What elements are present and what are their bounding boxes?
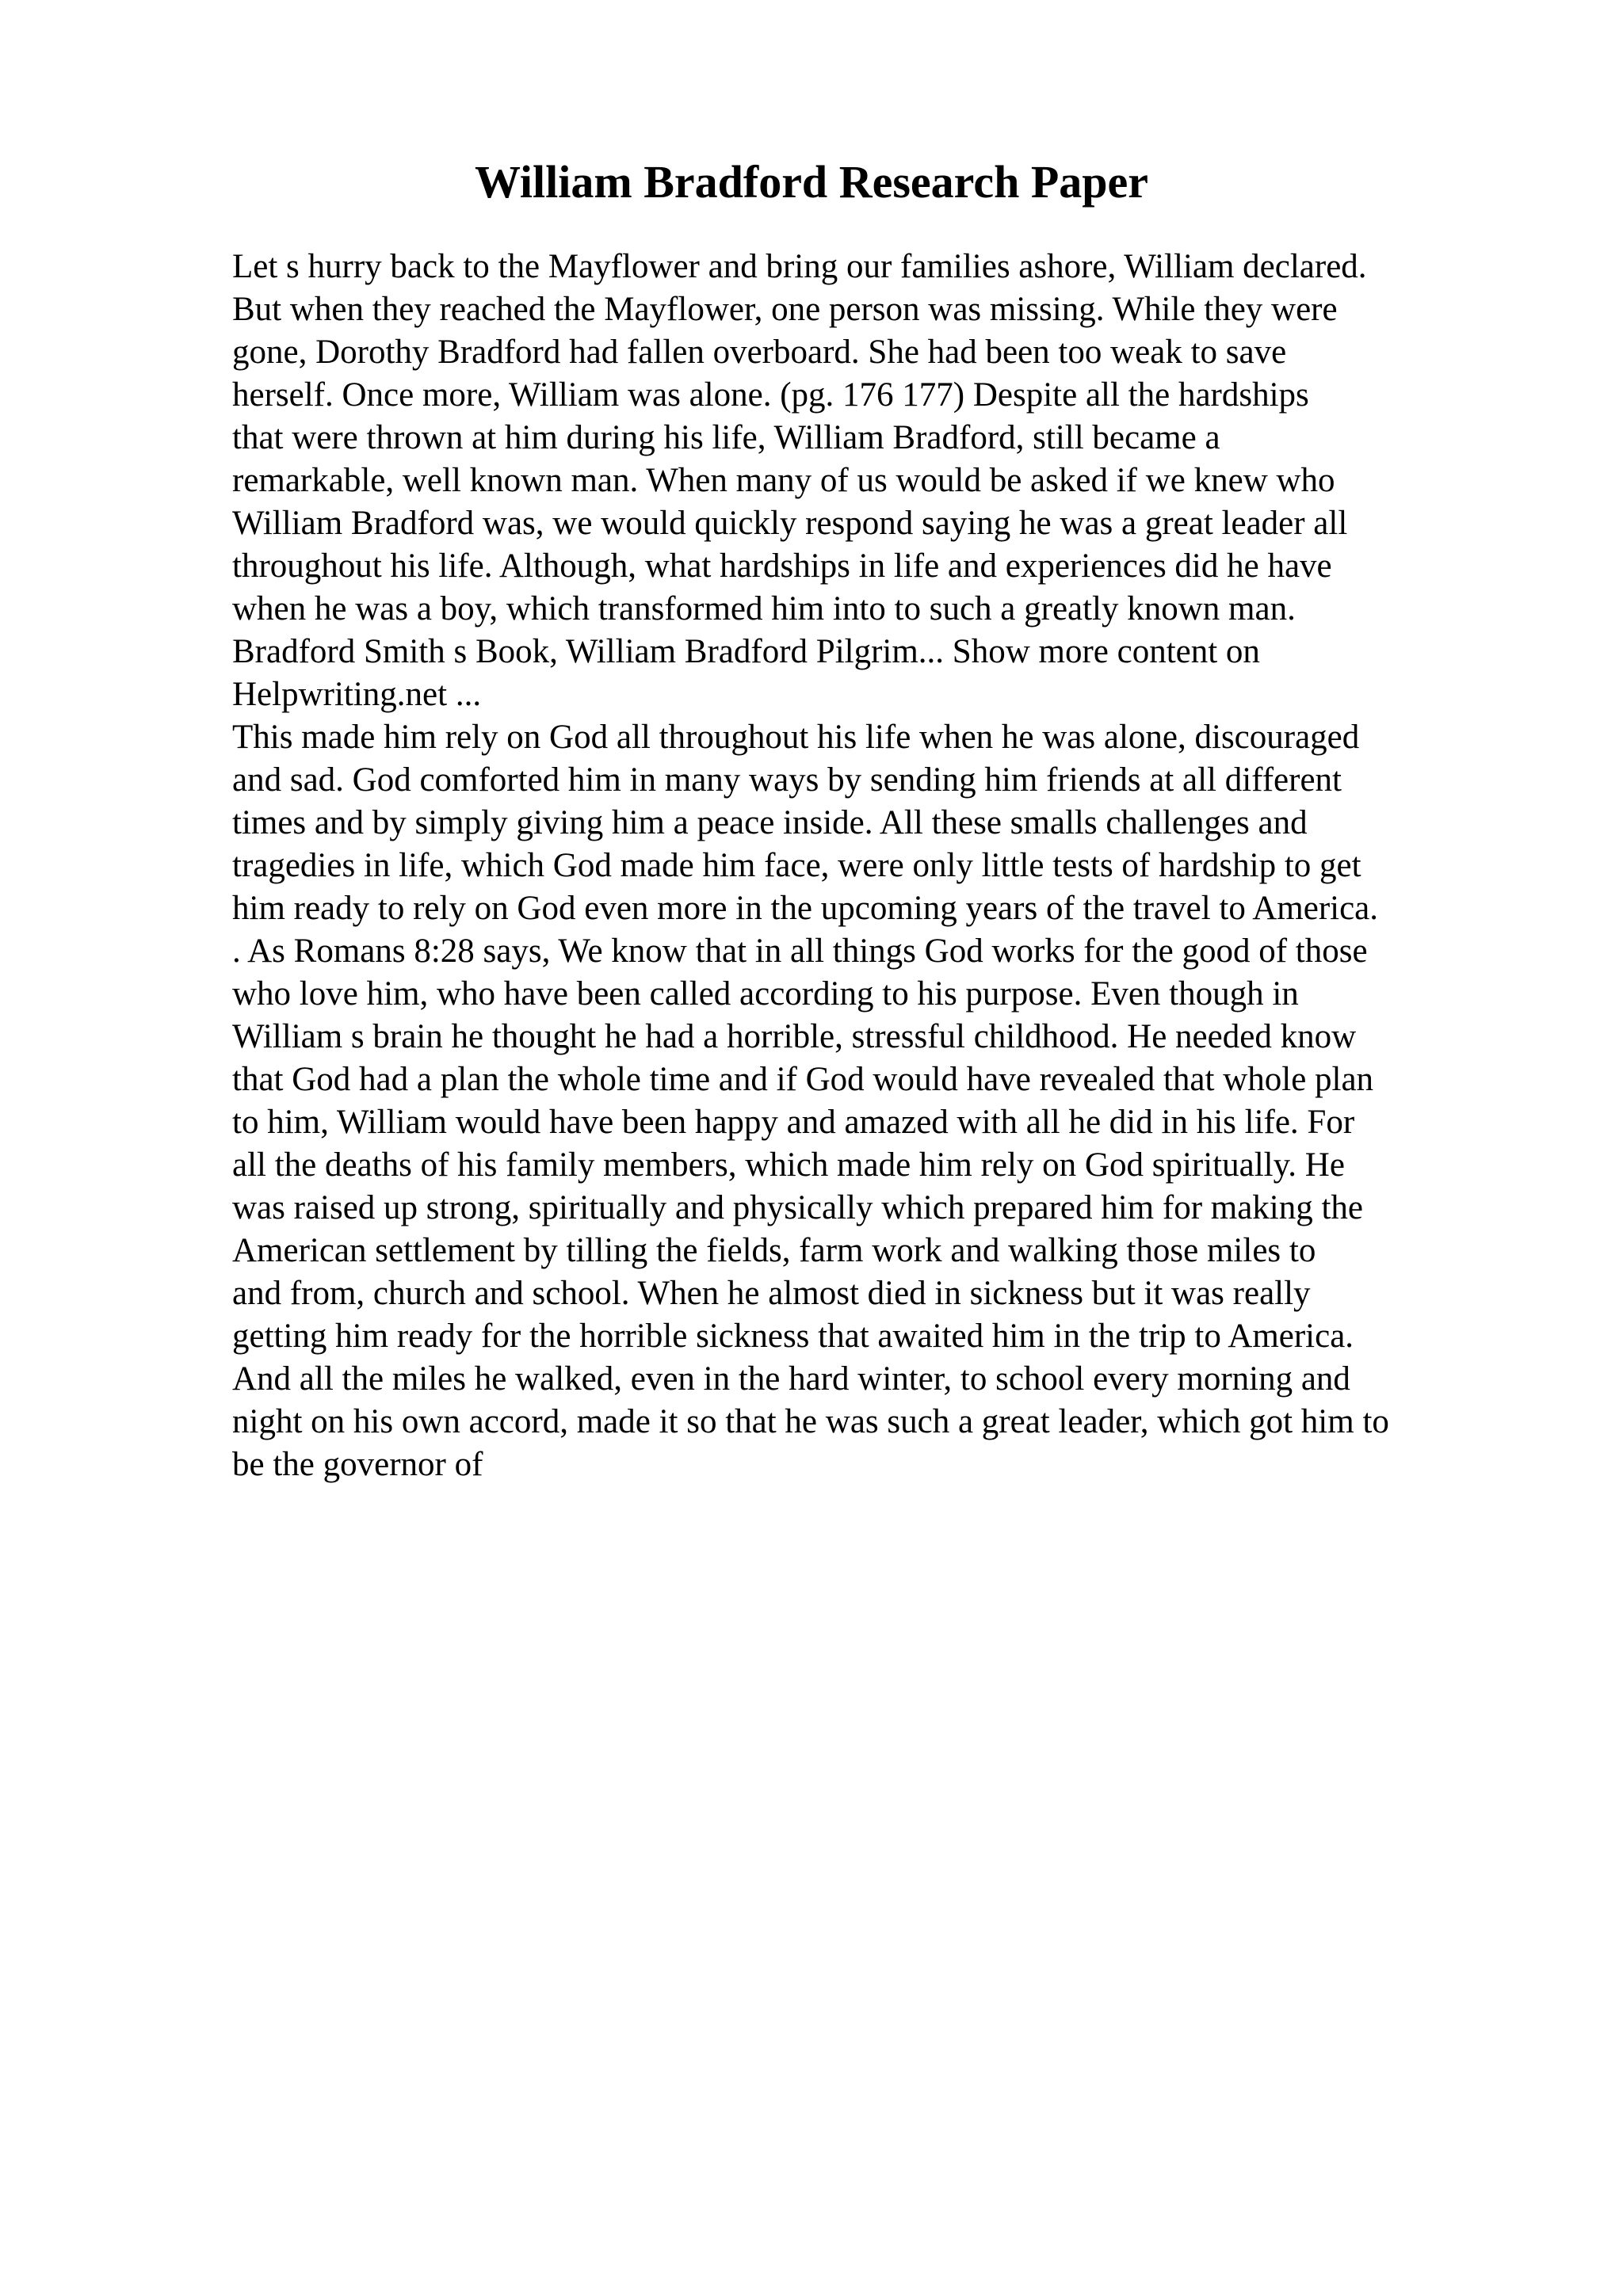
- body-line: herself. Once more, William was alone. (pg. 176 177) Despite all the hardships: [232, 376, 1309, 414]
- body-line: to him, William would have been happy and amazed with all he did in his life. For: [232, 1104, 1355, 1141]
- body-line: all the deaths of his family members, which made him rely on God spiritually. He: [232, 1146, 1345, 1184]
- body-line: getting him ready for the horrible sickness that awaited him in the trip to America.: [232, 1318, 1354, 1355]
- body-line: American settlement by tilling the fields, farm work and walking those miles to: [232, 1232, 1316, 1269]
- body-line: be the governor of: [232, 1446, 483, 1483]
- body-line: that God had a plan the whole time and if God would have revealed that whole plan: [232, 1061, 1374, 1098]
- body-line: throughout his life. Although, what hardships in life and experiences did he have: [232, 547, 1332, 585]
- body-line: This made him rely on God all throughout his life when he was alone, discouraged: [232, 719, 1360, 756]
- body-line: times and by simply giving him a peace inside. All these smalls challenges and: [232, 804, 1308, 841]
- body-line: and sad. God comforted him in many ways by sending him friends at all different: [232, 761, 1342, 799]
- document-body: [232, 246, 1516, 1486]
- body-line: him ready to rely on God even more in the upcoming years of the travel to America.: [232, 890, 1379, 927]
- body-line: and from, church and school. When he almost died in sickness but it was really: [232, 1275, 1311, 1312]
- body-line: was raised up strong, spiritually and physically which prepared him for making the: [232, 1189, 1364, 1226]
- body-line: tragedies in life, which God made him face, were only little tests of hardship to get: [232, 847, 1361, 884]
- body-line: remarkable, well known man. When many of us would be asked if we knew who: [232, 462, 1335, 499]
- body-line: who love him, who have been called according to his purpose. Even though in: [232, 975, 1299, 1013]
- body-line: when he was a boy, which transformed him into to such a greatly known man.: [232, 590, 1296, 627]
- body-line: . As Romans 8:28 says, We know that in all things God works for the good of those: [232, 933, 1368, 970]
- document-title: William Bradford Research Paper: [474, 156, 1149, 208]
- body-line: gone, Dorothy Bradford had fallen overboard. She had been too weak to save: [232, 334, 1287, 371]
- body-line: Helpwriting.net ...: [232, 676, 482, 713]
- body-line: night on his own accord, made it so that he was such a great leader, which got him to: [232, 1403, 1389, 1440]
- body-line: Let s hurry back to the Mayflower and bring our families ashore, William declared.: [232, 248, 1367, 285]
- body-line: But when they reached the Mayflower, one person was missing. While they were: [232, 291, 1338, 328]
- body-line: William Bradford was, we would quickly respond saying he was a great leader all: [232, 505, 1348, 542]
- body-line: Bradford Smith s Book, William Bradford Pilgrim... Show more content on: [232, 633, 1260, 670]
- body-line: that were thrown at him during his life, William Bradford, still became a: [232, 419, 1220, 456]
- body-line: William s brain he thought he had a horrible, stressful childhood. He needed know: [232, 1018, 1357, 1055]
- body-line: And all the miles he walked, even in the hard winter, to school every morning and: [232, 1360, 1350, 1398]
